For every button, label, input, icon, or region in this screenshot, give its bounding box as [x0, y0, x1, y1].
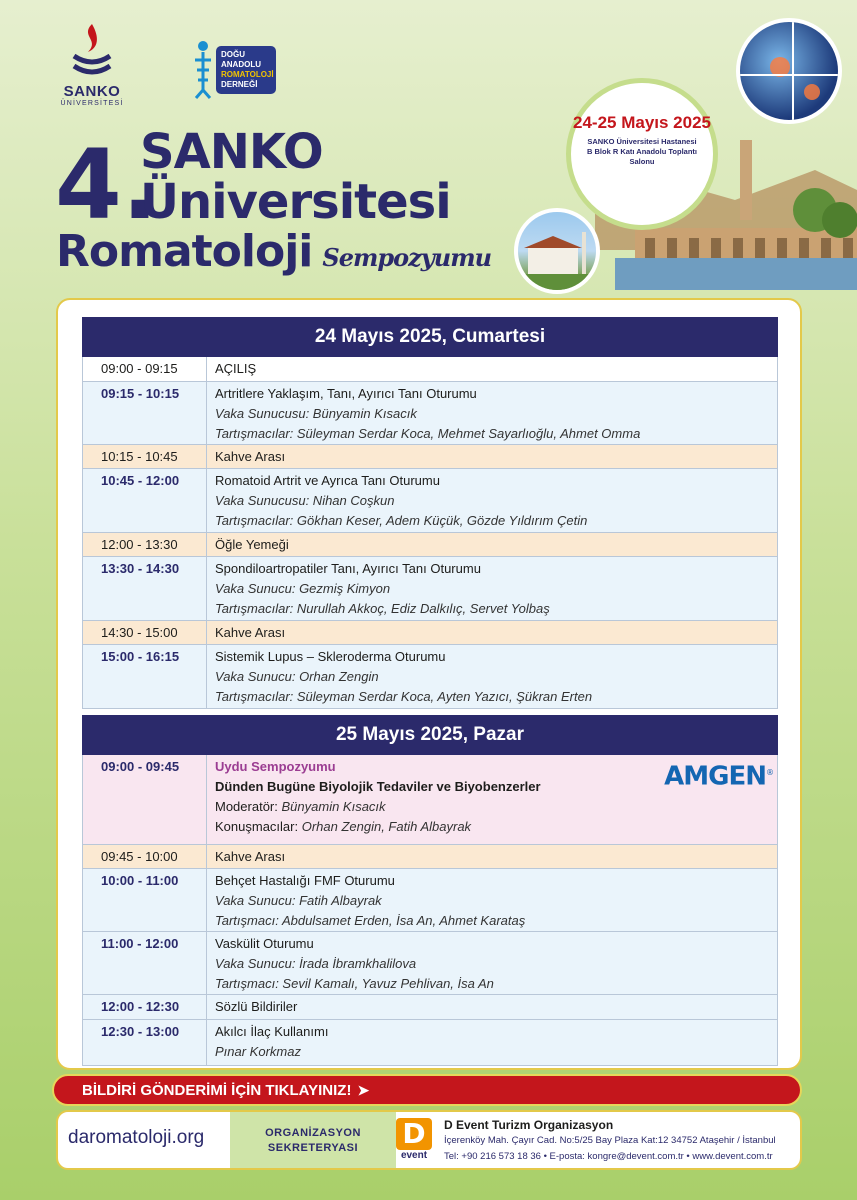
row-discussants: Tartışmacı: Sevil Kamalı, Yavuz Pehlivan, İsa An	[215, 976, 494, 991]
assoc-line-4: DERNEĞİ	[221, 80, 258, 89]
title-line-2: Üniversitesi	[140, 174, 451, 230]
row-discussants: Tartışmacılar: Gökhan Keser, Adem Küçük, Gözde Yıldırım Çetin	[215, 513, 588, 528]
title-line-3	[56, 226, 491, 277]
title-line-1: SANKO	[140, 124, 323, 180]
row-title: Sözlü Bildiriler	[215, 999, 298, 1014]
row-time: 12:00 - 13:30	[83, 533, 207, 556]
satellite-label: Uydu Sempozyumu	[215, 759, 336, 774]
satellite-speakers	[215, 817, 777, 837]
row-title: Vaskülit Oturumu	[215, 936, 314, 951]
schedule-row	[82, 533, 778, 557]
row-discussants: Tartışmacılar: Nurullah Akkoç, Ediz Dalkılıç, Servet Yolbaş	[215, 601, 550, 616]
row-presenter: Vaka Sunucu: Fatih Albayrak	[215, 893, 382, 908]
company-info	[444, 1117, 800, 1165]
schedule-row	[82, 995, 778, 1020]
satellite-title: Dünden Bugüne Biyolojik Tedaviler ve Biyobenzerler	[215, 779, 541, 794]
program-card	[56, 298, 802, 1070]
row-time: 11:00 - 12:00	[83, 932, 207, 994]
cta-label: BİLDİRİ GÖNDERİMİ İÇİN TIKLAYINIZ!	[82, 1082, 352, 1099]
row-discussants: Tartışmacı: Abdulsamet Erden, İsa An, Ahmet Karataş	[215, 913, 526, 928]
row-time: 13:30 - 14:30	[83, 557, 207, 620]
schedule-row	[82, 469, 778, 533]
row-presenter: Vaka Sunucusu: Bünyamin Kısacık	[215, 406, 417, 421]
sponsor-name: AMGEN	[664, 761, 766, 792]
row-title: Kahve Arası	[215, 449, 286, 464]
title-number: 4.	[55, 129, 159, 241]
row-title: Behçet Hastalığı FMF Oturumu	[215, 873, 395, 888]
day1-header: 24 Mayıs 2025, Cumartesi	[82, 317, 778, 357]
schedule-row	[82, 1020, 778, 1066]
title-main: Romatoloji	[56, 226, 313, 277]
submit-abstract-button[interactable]	[52, 1074, 802, 1106]
row-time: 15:00 - 16:15	[83, 645, 207, 708]
row-presenter: Vaka Sunucusu: Nihan Coşkun	[215, 493, 395, 508]
schedule-row	[82, 869, 778, 932]
row-time: 10:00 - 11:00	[83, 869, 207, 931]
row-discussants: Tartışmacılar: Süleyman Serdar Koca, Ayten Yazıcı, Şükran Erten	[215, 689, 593, 704]
row-title: Sistemik Lupus – Skleroderma Oturumu	[215, 649, 446, 664]
schedule-row	[82, 445, 778, 469]
speakers-names: Orhan Zengin, Fatih Albayrak	[301, 819, 472, 834]
schedule-row	[82, 845, 778, 869]
association-logo	[190, 40, 280, 100]
cursor-arrow-icon: ➤	[357, 1082, 370, 1098]
event-date-badge	[566, 78, 718, 230]
row-time: 12:00 - 12:30	[83, 995, 207, 1019]
website-link[interactable]: daromatoloji.org	[68, 1127, 205, 1148]
joint-xray-photo	[736, 18, 842, 124]
row-time: 10:15 - 10:45	[83, 445, 207, 468]
row-title: Kahve Arası	[215, 625, 286, 640]
schedule-row	[82, 621, 778, 645]
row-title: AÇILIŞ	[215, 361, 257, 376]
devent-logo	[396, 1118, 436, 1164]
row-title: Akılcı İlaç Kullanımı	[215, 1024, 329, 1039]
row-title: Spondiloartropatiler Tanı, Ayırıcı Tanı Oturumu	[215, 561, 481, 576]
assoc-line-2: ANADOLU	[221, 60, 261, 69]
org-line-2: SEKRETERYASI	[267, 1142, 359, 1154]
company-contact: Tel: +90 216 573 18 36 • E-posta: kongre@devent.com.tr • www.devent.com.tr	[444, 1151, 773, 1162]
moderator-label: Moderatör:	[215, 799, 278, 814]
schedule-row	[82, 557, 778, 621]
registered-mark: ®	[766, 768, 773, 777]
event-date: 24-25 Mayıs 2025	[573, 113, 711, 132]
footer	[56, 1110, 802, 1170]
row-title: Artritlere Yaklaşım, Tanı, Ayırıcı Tanı Oturumu	[215, 386, 477, 401]
devent-logo-word: event	[400, 1150, 428, 1161]
spine-figure-icon	[190, 40, 216, 100]
assoc-line-3: ROMATOLOJİ	[221, 70, 274, 79]
schedule-row	[82, 357, 778, 382]
devent-logo-letter: D	[396, 1118, 432, 1150]
company-name: D Event Turizm Organizasyon	[444, 1118, 614, 1132]
sanko-logo-sub: ÜNİVERSİTESİ	[60, 100, 124, 107]
row-presenter: Vaka Sunucu: Gezmiş Kimyon	[215, 581, 391, 596]
row-time: 09:00 - 09:45	[83, 755, 207, 844]
row-presenter: Pınar Korkmaz	[215, 1044, 301, 1059]
speakers-label: Konuşmacılar:	[215, 819, 299, 834]
satellite-moderator	[215, 797, 777, 817]
sanko-university-logo	[52, 22, 132, 107]
row-time: 12:30 - 13:00	[83, 1020, 207, 1065]
joint-illustration-icon	[740, 22, 842, 124]
row-presenter: Vaka Sunucu: Orhan Zengin	[215, 669, 379, 684]
title-script: Sempozyumu	[322, 243, 492, 272]
moderator-name: Bünyamin Kısacık	[281, 799, 386, 814]
row-time: 09:00 - 09:15	[83, 357, 207, 381]
amgen-logo	[664, 761, 773, 792]
org-line-1: ORGANİZASYON	[265, 1127, 361, 1139]
row-time: 09:15 - 10:15	[83, 382, 207, 444]
schedule-row	[82, 382, 778, 445]
flame-icon	[70, 22, 114, 78]
day2-schedule	[82, 715, 778, 1066]
row-time: 10:45 - 12:00	[83, 469, 207, 532]
row-presenter: Vaka Sunucu: İrada İbramkhalilova	[215, 956, 417, 971]
mansion-photo	[514, 208, 600, 294]
organization-secretariat	[230, 1112, 396, 1170]
row-title: Kahve Arası	[215, 849, 286, 864]
row-title: Romatoid Artrit ve Ayrıca Tanı Oturumu	[215, 473, 440, 488]
schedule-row	[82, 932, 778, 995]
row-time: 14:30 - 15:00	[83, 621, 207, 644]
assoc-line-1: DOĞU	[221, 50, 245, 59]
day1-schedule	[82, 317, 778, 709]
satellite-symposium-row	[82, 755, 778, 845]
company-address: İçerenköy Mah. Çayır Cad. No:5/25 Bay Plaza Kat:12 34752 Ataşehir / İstanbul	[444, 1135, 776, 1146]
event-venue: SANKO Üniversitesi Hastanesi B Blok R Katı Anadolu Toplantı Salonu	[587, 137, 697, 166]
row-title: Öğle Yemeği	[215, 537, 289, 552]
sanko-logo-name: SANKO	[63, 83, 121, 100]
row-discussants: Tartışmacılar: Süleyman Serdar Koca, Mehmet Sayarlıoğlu, Ahmet Omma	[215, 426, 641, 441]
schedule-row	[82, 645, 778, 709]
row-time: 09:45 - 10:00	[83, 845, 207, 868]
day2-header: 25 Mayıs 2025, Pazar	[82, 715, 778, 755]
